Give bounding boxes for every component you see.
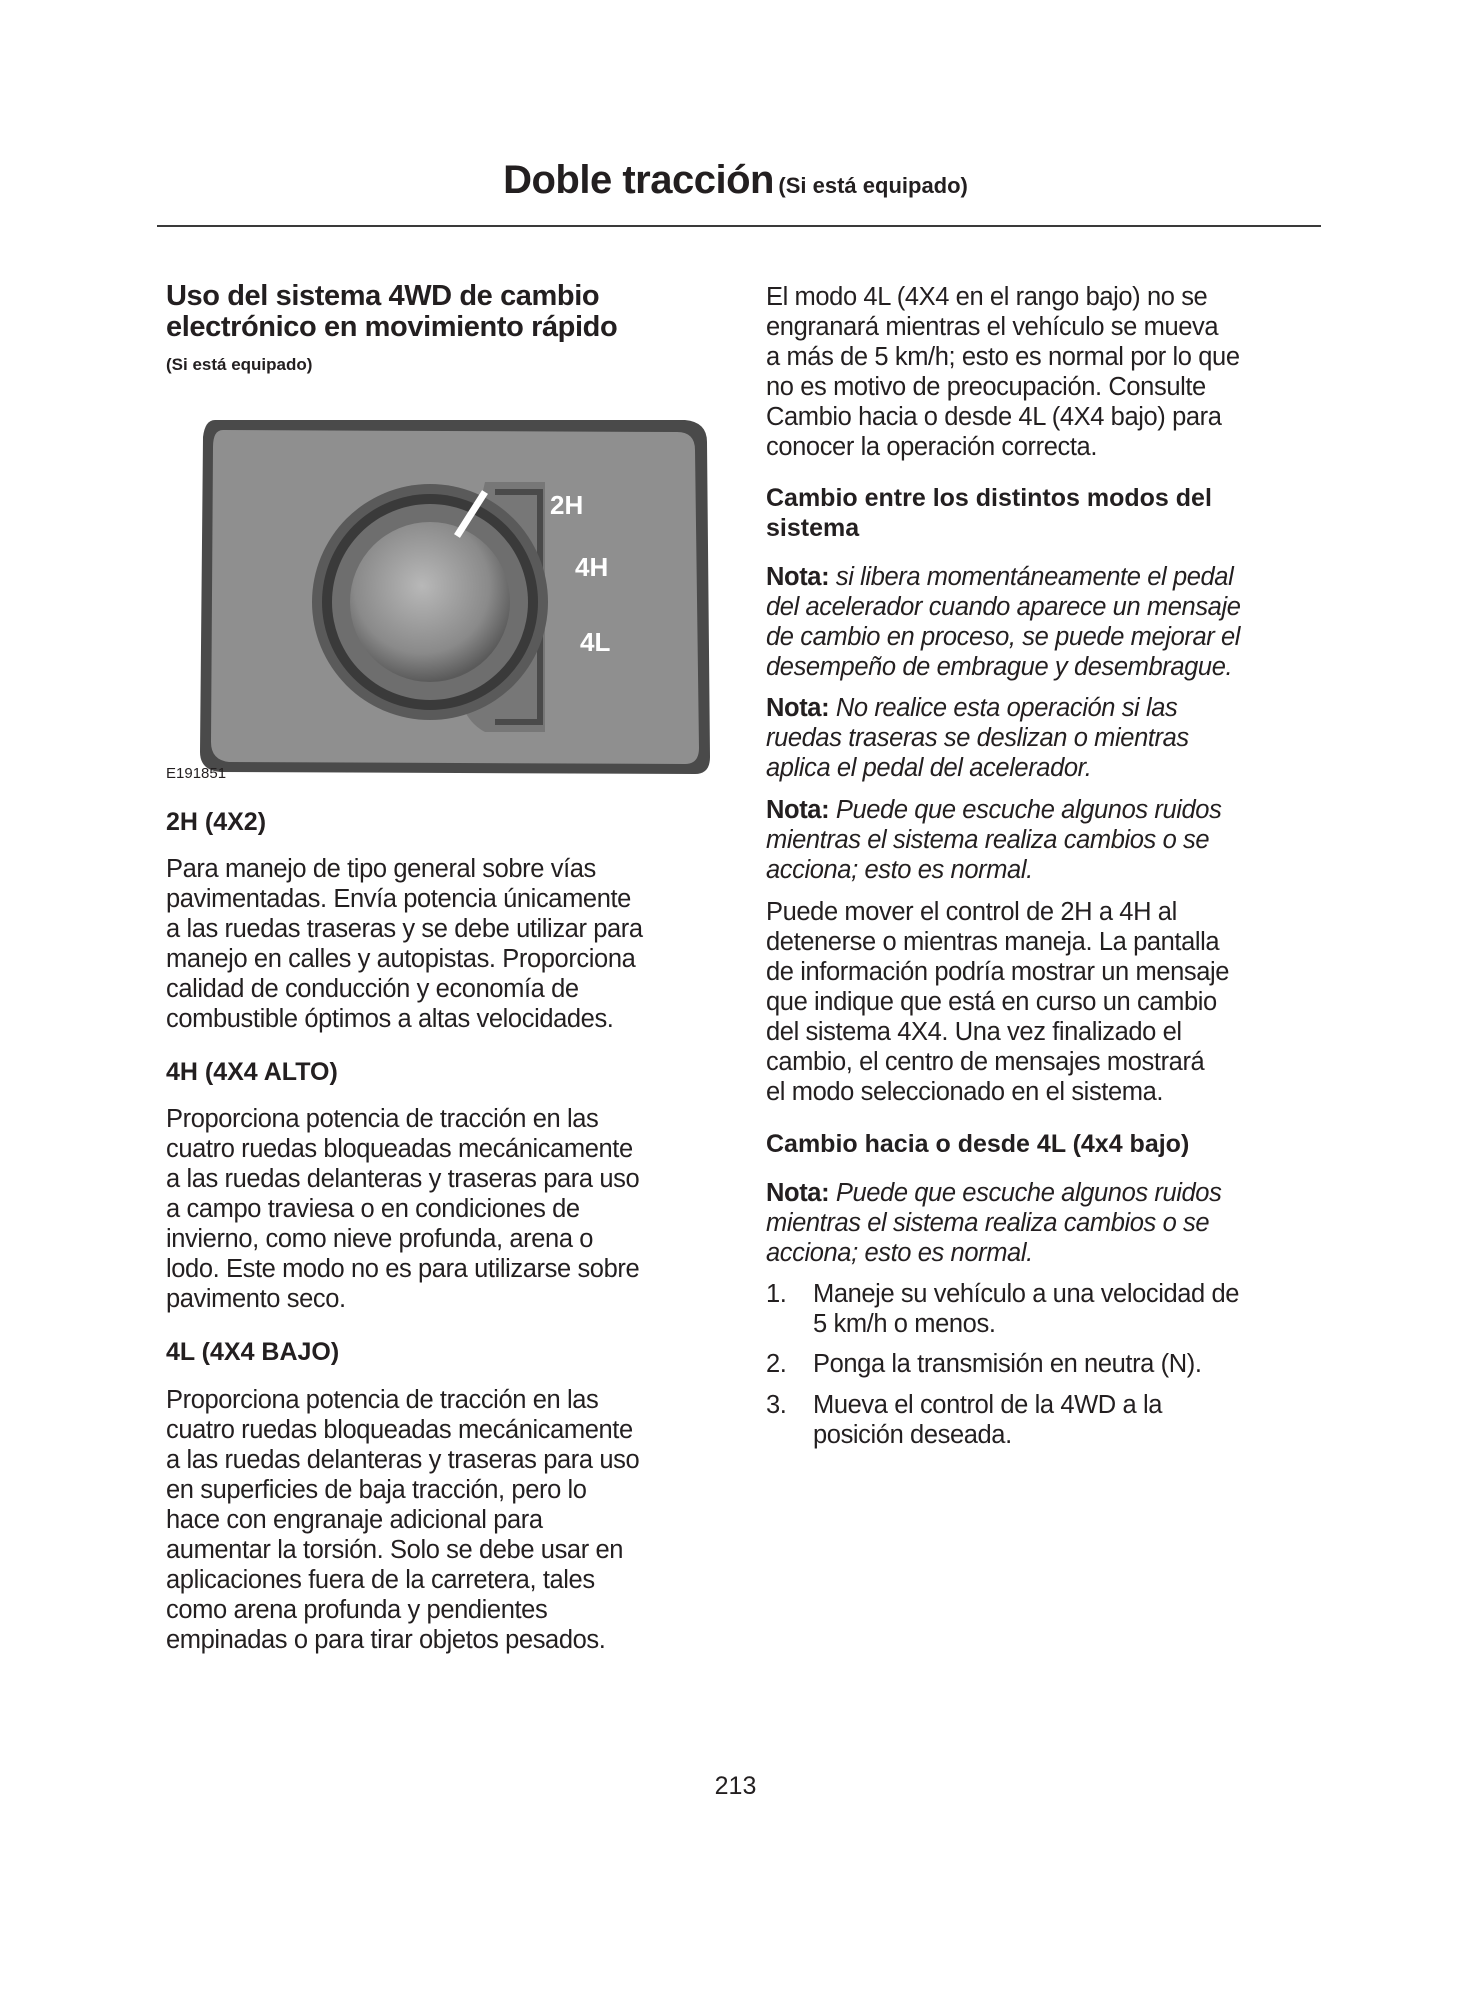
page-title (0, 158, 1471, 203)
note-label: Nota: (766, 1179, 830, 1207)
mode-text-2h: Para manejo de tipo general sobre vías pavimentadas. Envía potencia únicamente a las ruedas traseras y se debe utilizar para manejo en calles y autopistas. Proporciona calidad de conducción y economía de combustible óptimos a altas velocidades. (166, 855, 643, 1033)
title-main: Doble tracción (503, 158, 774, 202)
step-item (766, 1349, 1202, 1379)
note-2 (766, 693, 1189, 783)
mode-text-4h: Proporciona potencia de tracción en las cuatro ruedas bloqueadas mecánicamente a las ruedas delanteras y traseras para uso a campo traviesa o en condiciones de invierno, como nieve profunda, arena o lodo. Este modo no es para utilizarse sobre pavimento seco. (166, 1105, 640, 1313)
page-number: 213 (714, 1772, 757, 1800)
step-text: Mueva el control de la 4WD a la posición deseada. (813, 1391, 1163, 1449)
header-divider (157, 225, 1321, 227)
step-number: 1. (766, 1280, 787, 1308)
step-number: 2. (766, 1350, 787, 1378)
title-subtitle: (Si está equipado) (778, 173, 968, 198)
mode-label-2h: 2H (550, 490, 584, 520)
mode-heading-2h: 2H (4X2) (166, 808, 267, 836)
mode-label-4h: 4H (575, 552, 609, 582)
note-text: No realice esta operación si las ruedas traseras se deslizan o mientras aplica el pedal del acelerador. (766, 694, 1189, 782)
note-1 (766, 562, 1241, 682)
step-item (766, 1279, 1239, 1339)
mode-text-4l: Proporciona potencia de tracción en las cuatro ruedas bloqueadas mecánicamente a las ruedas delanteras y traseras para uso en superficies de baja tracción, pero lo hace con engranaje adicional para aumentar la torsión. Solo se debe usar en aplicaciones fuera de la carretera, tales como arena profunda y pendientes empinadas o para tirar objetos pesados. (166, 1386, 640, 1654)
note-text: si libera momentáneamente el pedal del acelerador cuando aparece un mensaje de cambio en proceso, se puede mejorar el desempeño de embrague y desembrague. (766, 563, 1241, 681)
mode-label-4l: 4L (580, 627, 611, 657)
heading-switching-modes: Cambio entre los distintos modos del sistema (766, 484, 1212, 542)
note-3 (766, 795, 1221, 885)
note-label: Nota: (766, 796, 830, 824)
figure-id: E191851 (166, 765, 227, 782)
note-label: Nota: (766, 563, 830, 591)
body-paragraph: Puede mover el control de 2H a 4H al detenerse o mientras maneja. La pantalla de información podría mostrar un mensaje que indique que está en curso un cambio del sistema 4X4. Una vez finalizado el cambio, el centro de mensajes mostrará el modo seleccionado en el sistema. (766, 898, 1230, 1106)
note-text: Puede que escuche algunos ruidos mientras el sistema realiza cambios o se acciona; esto es normal. (766, 1179, 1222, 1267)
heading-4l-shift: Cambio hacia o desde 4L (4x4 bajo) (766, 1130, 1190, 1158)
step-text: Ponga la transmisión en neutra (N). (813, 1350, 1202, 1378)
note-label: Nota: (766, 694, 830, 722)
step-item (766, 1390, 1162, 1450)
intro-paragraph: El modo 4L (4X4 en el rango bajo) no se engranará mientras el vehículo se mueva a más de 5 km/h; esto es normal por lo que no es motivo de preocupación. Consulte Cambio hacia o desde 4L (4X4 bajo) para conocer la operación correcta. (766, 283, 1240, 461)
section-heading: Uso del sistema 4WD de cambio electrónico en movimiento rápido (166, 280, 618, 343)
mode-heading-4h: 4H (4X4 ALTO) (166, 1058, 338, 1086)
note-text: Puede que escuche algunos ruidos mientras el sistema realiza cambios o se acciona; esto es normal. (766, 796, 1222, 884)
mode-heading-4l: 4L (4X4 BAJO) (166, 1338, 340, 1366)
step-text: Maneje su vehículo a una velocidad de 5 km/h o menos. (813, 1280, 1240, 1338)
equipped-note: (Si está equipado) (166, 355, 313, 374)
note-4 (766, 1178, 1221, 1268)
4wd-switch-figure (195, 412, 715, 782)
step-number: 3. (766, 1391, 787, 1419)
